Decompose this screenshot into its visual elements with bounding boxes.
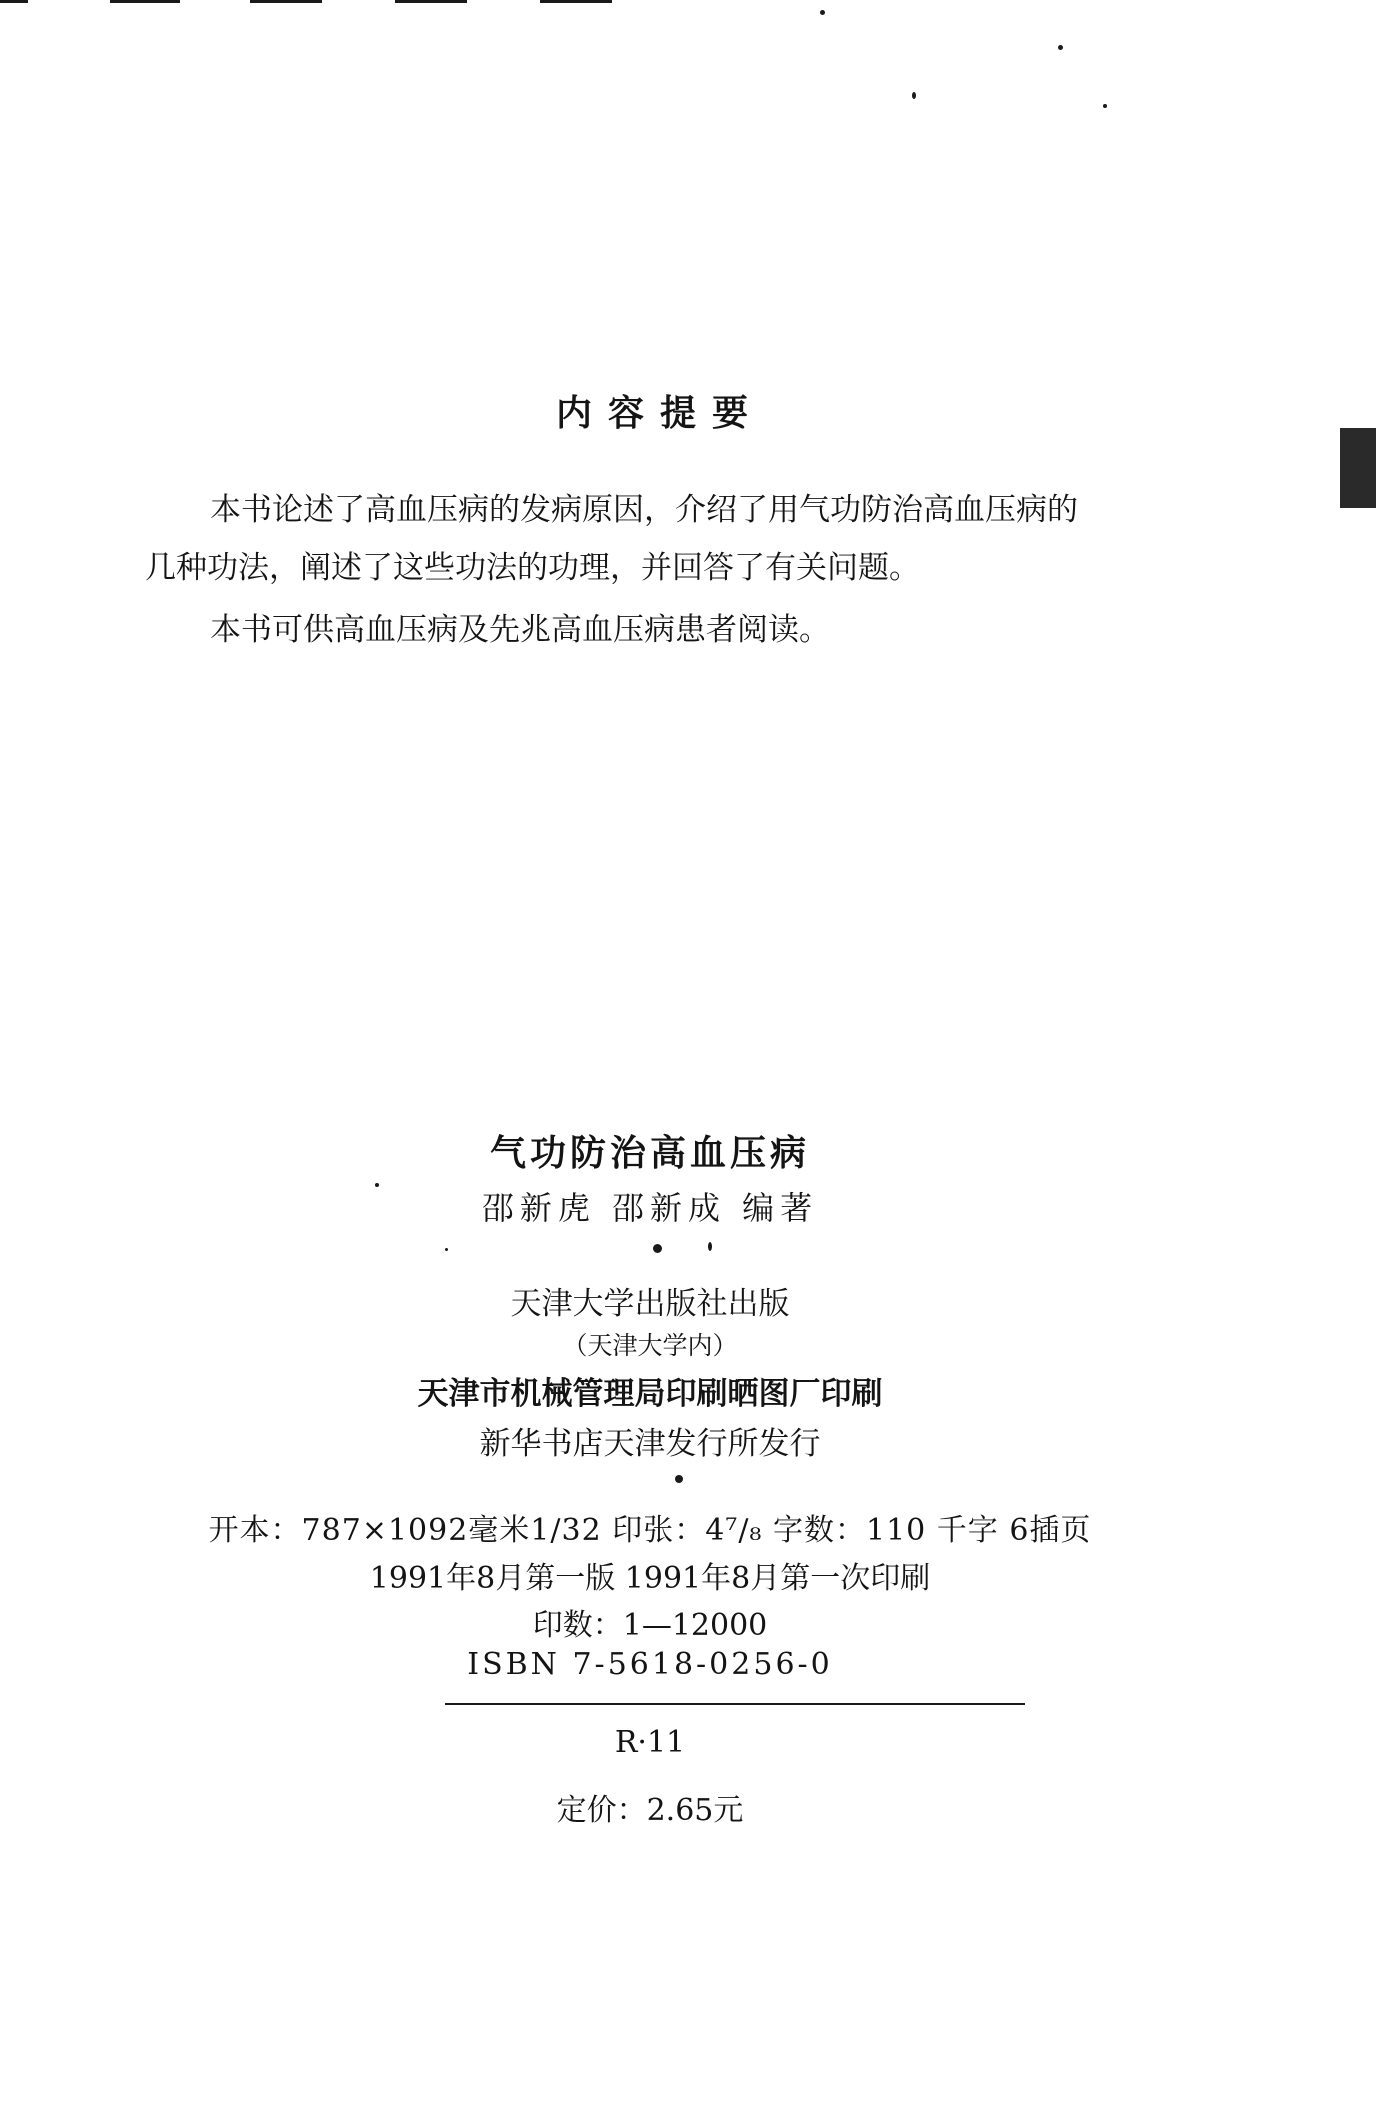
summary-heading: 内容提要	[555, 392, 764, 434]
price: 定价：2.65元	[556, 1793, 744, 1828]
edition-info: 1991年8月第一版 1991年8月第一次印刷	[369, 1561, 931, 1596]
separator-dot	[653, 1244, 662, 1253]
isbn-rule	[445, 1703, 1025, 1705]
specifications: 开本：787×1092毫米1/32 印张：4⁷/₈ 字数：110 千字 6插页	[208, 1513, 1092, 1548]
printer: 天津市机械管理局印刷晒图厂印刷	[417, 1376, 883, 1412]
book-title: 气功防治高血压病	[489, 1132, 810, 1174]
classification-number: R·11	[614, 1725, 686, 1760]
scan-line	[540, 0, 612, 3]
publisher-address: （天津大学内）	[562, 1331, 738, 1360]
isbn: ISBN 7-5618-0256-0	[467, 1647, 833, 1682]
page-edge-mark	[1340, 428, 1376, 508]
scan-line	[0, 0, 28, 3]
scan-line	[395, 0, 467, 3]
authors: 邵新虎 邵新成 编著	[481, 1189, 819, 1227]
scan-speck	[912, 92, 916, 99]
print-run: 印数：1—12000	[532, 1608, 768, 1643]
scan-line	[110, 0, 180, 3]
scan-speck	[708, 1242, 712, 1251]
scan-speck	[445, 1248, 448, 1251]
distributor: 新华书店天津发行所发行	[479, 1426, 821, 1462]
summary-paragraph-1: 本书论述了高血压病的发病原因，介绍了用气功防治高血压病的	[210, 492, 1078, 528]
scan-speck	[1103, 104, 1107, 108]
scan-speck	[1058, 45, 1063, 50]
scan-speck	[820, 10, 825, 15]
summary-paragraph-2: 本书可供高血压病及先兆高血压病患者阅读。	[210, 612, 830, 648]
scan-line	[250, 0, 322, 3]
separator-dot	[675, 1475, 683, 1483]
publisher: 天津大学出版社出版	[510, 1286, 790, 1322]
summary-paragraph-1-cont: 几种功法，阐述了这些功法的功理，并回答了有关问题。	[145, 550, 920, 586]
